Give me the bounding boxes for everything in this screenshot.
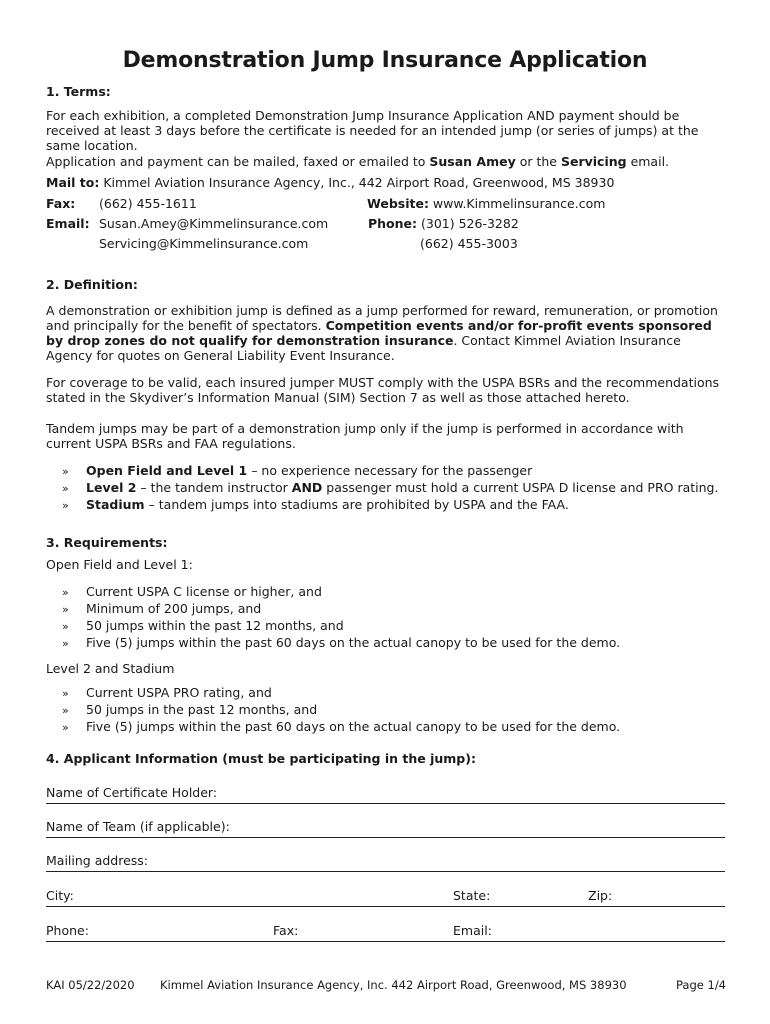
fax-value: (662) 455-1611 [99, 196, 197, 211]
requirements-group-1-label: Open Field and Level 1: [46, 557, 193, 572]
mail-address: Kimmel Aviation Insurance Agency, Inc., 442 Airport Road, Greenwood, MS 38930 [99, 175, 615, 190]
bullet-bold: Stadium [86, 497, 145, 512]
bullet-bold: Level 2 [86, 480, 137, 495]
mail-to-line [46, 175, 614, 190]
bullet-icon: » [62, 586, 69, 599]
website-label: Website: [367, 196, 429, 211]
terms-contact-line [46, 154, 669, 169]
definition-text: A demonstration or exhibition jump is defined as a jump performed for reward, remuneration, or promotion and principally for the benefit of spectators. [46, 303, 718, 333]
bullet-text: passenger must hold a current USPA D license and PRO rating. [322, 480, 719, 495]
bullet-bold: Open Field and Level 1 [86, 463, 248, 478]
state-label: State: [453, 888, 491, 903]
requirement-item [62, 684, 272, 702]
requirement-item [62, 600, 261, 618]
contact-name: Susan Amey [429, 154, 516, 169]
definition-heading: 2. Definition: [46, 277, 138, 292]
footer-page-number: Page 1/4 [676, 978, 727, 992]
requirement-item [62, 634, 620, 652]
requirement-item [62, 583, 322, 601]
mail-label: Mail to: [46, 175, 100, 190]
bullet-text: – the tandem instructor [136, 480, 292, 495]
applicant-heading: 4. Applicant Information (must be participating in the jump): [46, 751, 476, 766]
requirement-text: Current USPA PRO rating, and [86, 685, 272, 700]
bullet-icon: » [62, 687, 69, 700]
bullet-bold: AND [291, 480, 323, 495]
contact-text: or the [515, 154, 561, 169]
requirement-text: Five (5) jumps within the past 60 days on the actual canopy to be used for the demo. [86, 635, 621, 650]
requirements-heading: 3. Requirements: [46, 535, 168, 550]
phone-label: Phone: [46, 923, 89, 938]
fax-label: Fax: [46, 196, 76, 211]
email-value-1: Susan.Amey@Kimmelinsurance.com [99, 216, 329, 231]
phone-label: Phone: [368, 216, 418, 231]
requirement-item [62, 718, 620, 736]
phone-value-1: (301) 526-3282 [417, 216, 519, 231]
tandem-bullet-stadium [62, 496, 569, 514]
requirement-text: 50 jumps within the past 12 months, and [86, 618, 344, 633]
definition-paragraph-1 [46, 303, 726, 363]
footer-code: KAI 05/22/2020 [46, 978, 135, 992]
requirement-text: 50 jumps in the past 12 months, and [86, 702, 318, 717]
bullet-icon: » [62, 721, 69, 734]
definition-text: . Contact Kimmel Aviation Insurance Agency for quotes on General Liability Event Insurance. [46, 333, 681, 363]
requirements-group-2-label: Level 2 and Stadium [46, 661, 175, 676]
requirement-item [62, 701, 317, 719]
tandem-bullet-level-2 [62, 479, 718, 497]
email-value-2: Servicing@Kimmelinsurance.com [99, 236, 309, 251]
email-label: Email: [46, 216, 90, 231]
fax-label: Fax: [273, 923, 299, 938]
requirement-text: Minimum of 200 jumps, and [86, 601, 262, 616]
certificate-holder-field[interactable] [46, 785, 725, 804]
bullet-icon: » [62, 603, 69, 616]
website-value: www.Kimmelinsurance.com [428, 196, 606, 211]
footer-agency: Kimmel Aviation Insurance Agency, Inc. 442 Airport Road, Greenwood, MS 38930 [160, 978, 627, 992]
bullet-icon: » [62, 465, 69, 478]
email-label: Email: [453, 923, 492, 938]
team-name-label: Name of Team (if applicable): [46, 819, 230, 834]
definition-paragraph-3: Tandem jumps may be part of a demonstration jump only if the jump is performed in accordance with current USPA BSRs and FAA regulations. [46, 421, 684, 451]
phone-line [368, 216, 519, 231]
requirement-text: Current USPA C license or higher, and [86, 584, 322, 599]
bullet-icon: » [62, 620, 69, 633]
contact-text: Application and payment can be mailed, faxed or emailed to [46, 154, 430, 169]
city-state-zip-field[interactable] [46, 888, 725, 907]
terms-paragraph: For each exhibition, a completed Demonstration Jump Insurance Application AND payment should be received at least 3 days before the certificate is needed for an intended jump (or series of jumps) at the same location. [46, 108, 699, 153]
phone-value-2: (662) 455-3003 [420, 236, 518, 251]
mailing-address-label: Mailing address: [46, 853, 149, 868]
phone-fax-email-field[interactable] [46, 923, 725, 942]
definition-bold-text: Competition events and/or for-profit events sponsored by drop zones do not qualify for demonstration insurance [46, 318, 712, 348]
bullet-icon: » [62, 482, 69, 495]
bullet-icon: » [62, 499, 69, 512]
requirement-text: Five (5) jumps within the past 60 days on the actual canopy to be used for the demo. [86, 719, 621, 734]
zip-label: Zip: [588, 888, 613, 903]
bullet-icon: » [62, 704, 69, 717]
bullet-text: – tandem jumps into stadiums are prohibited by USPA and the FAA. [144, 497, 569, 512]
contact-servicing: Servicing [560, 154, 627, 169]
website-line [367, 196, 605, 211]
definition-paragraph-2: For coverage to be valid, each insured jumper MUST comply with the USPA BSRs and the recommendations stated in the Skydiver’s Information Manual (SIM) Section 7 as well as those attached hereto. [46, 375, 720, 405]
city-label: City: [46, 888, 74, 903]
terms-heading: 1. Terms: [46, 84, 111, 99]
page-title: Demonstration Jump Insurance Application [122, 48, 648, 73]
bullet-text: – no experience necessary for the passenger [247, 463, 533, 478]
mailing-address-field[interactable] [46, 853, 725, 872]
contact-text: email. [626, 154, 670, 169]
certificate-holder-label: Name of Certificate Holder: [46, 785, 218, 800]
tandem-bullet-open-field [62, 462, 532, 480]
bullet-icon: » [62, 637, 69, 650]
team-name-field[interactable] [46, 819, 725, 838]
requirement-item [62, 617, 344, 635]
